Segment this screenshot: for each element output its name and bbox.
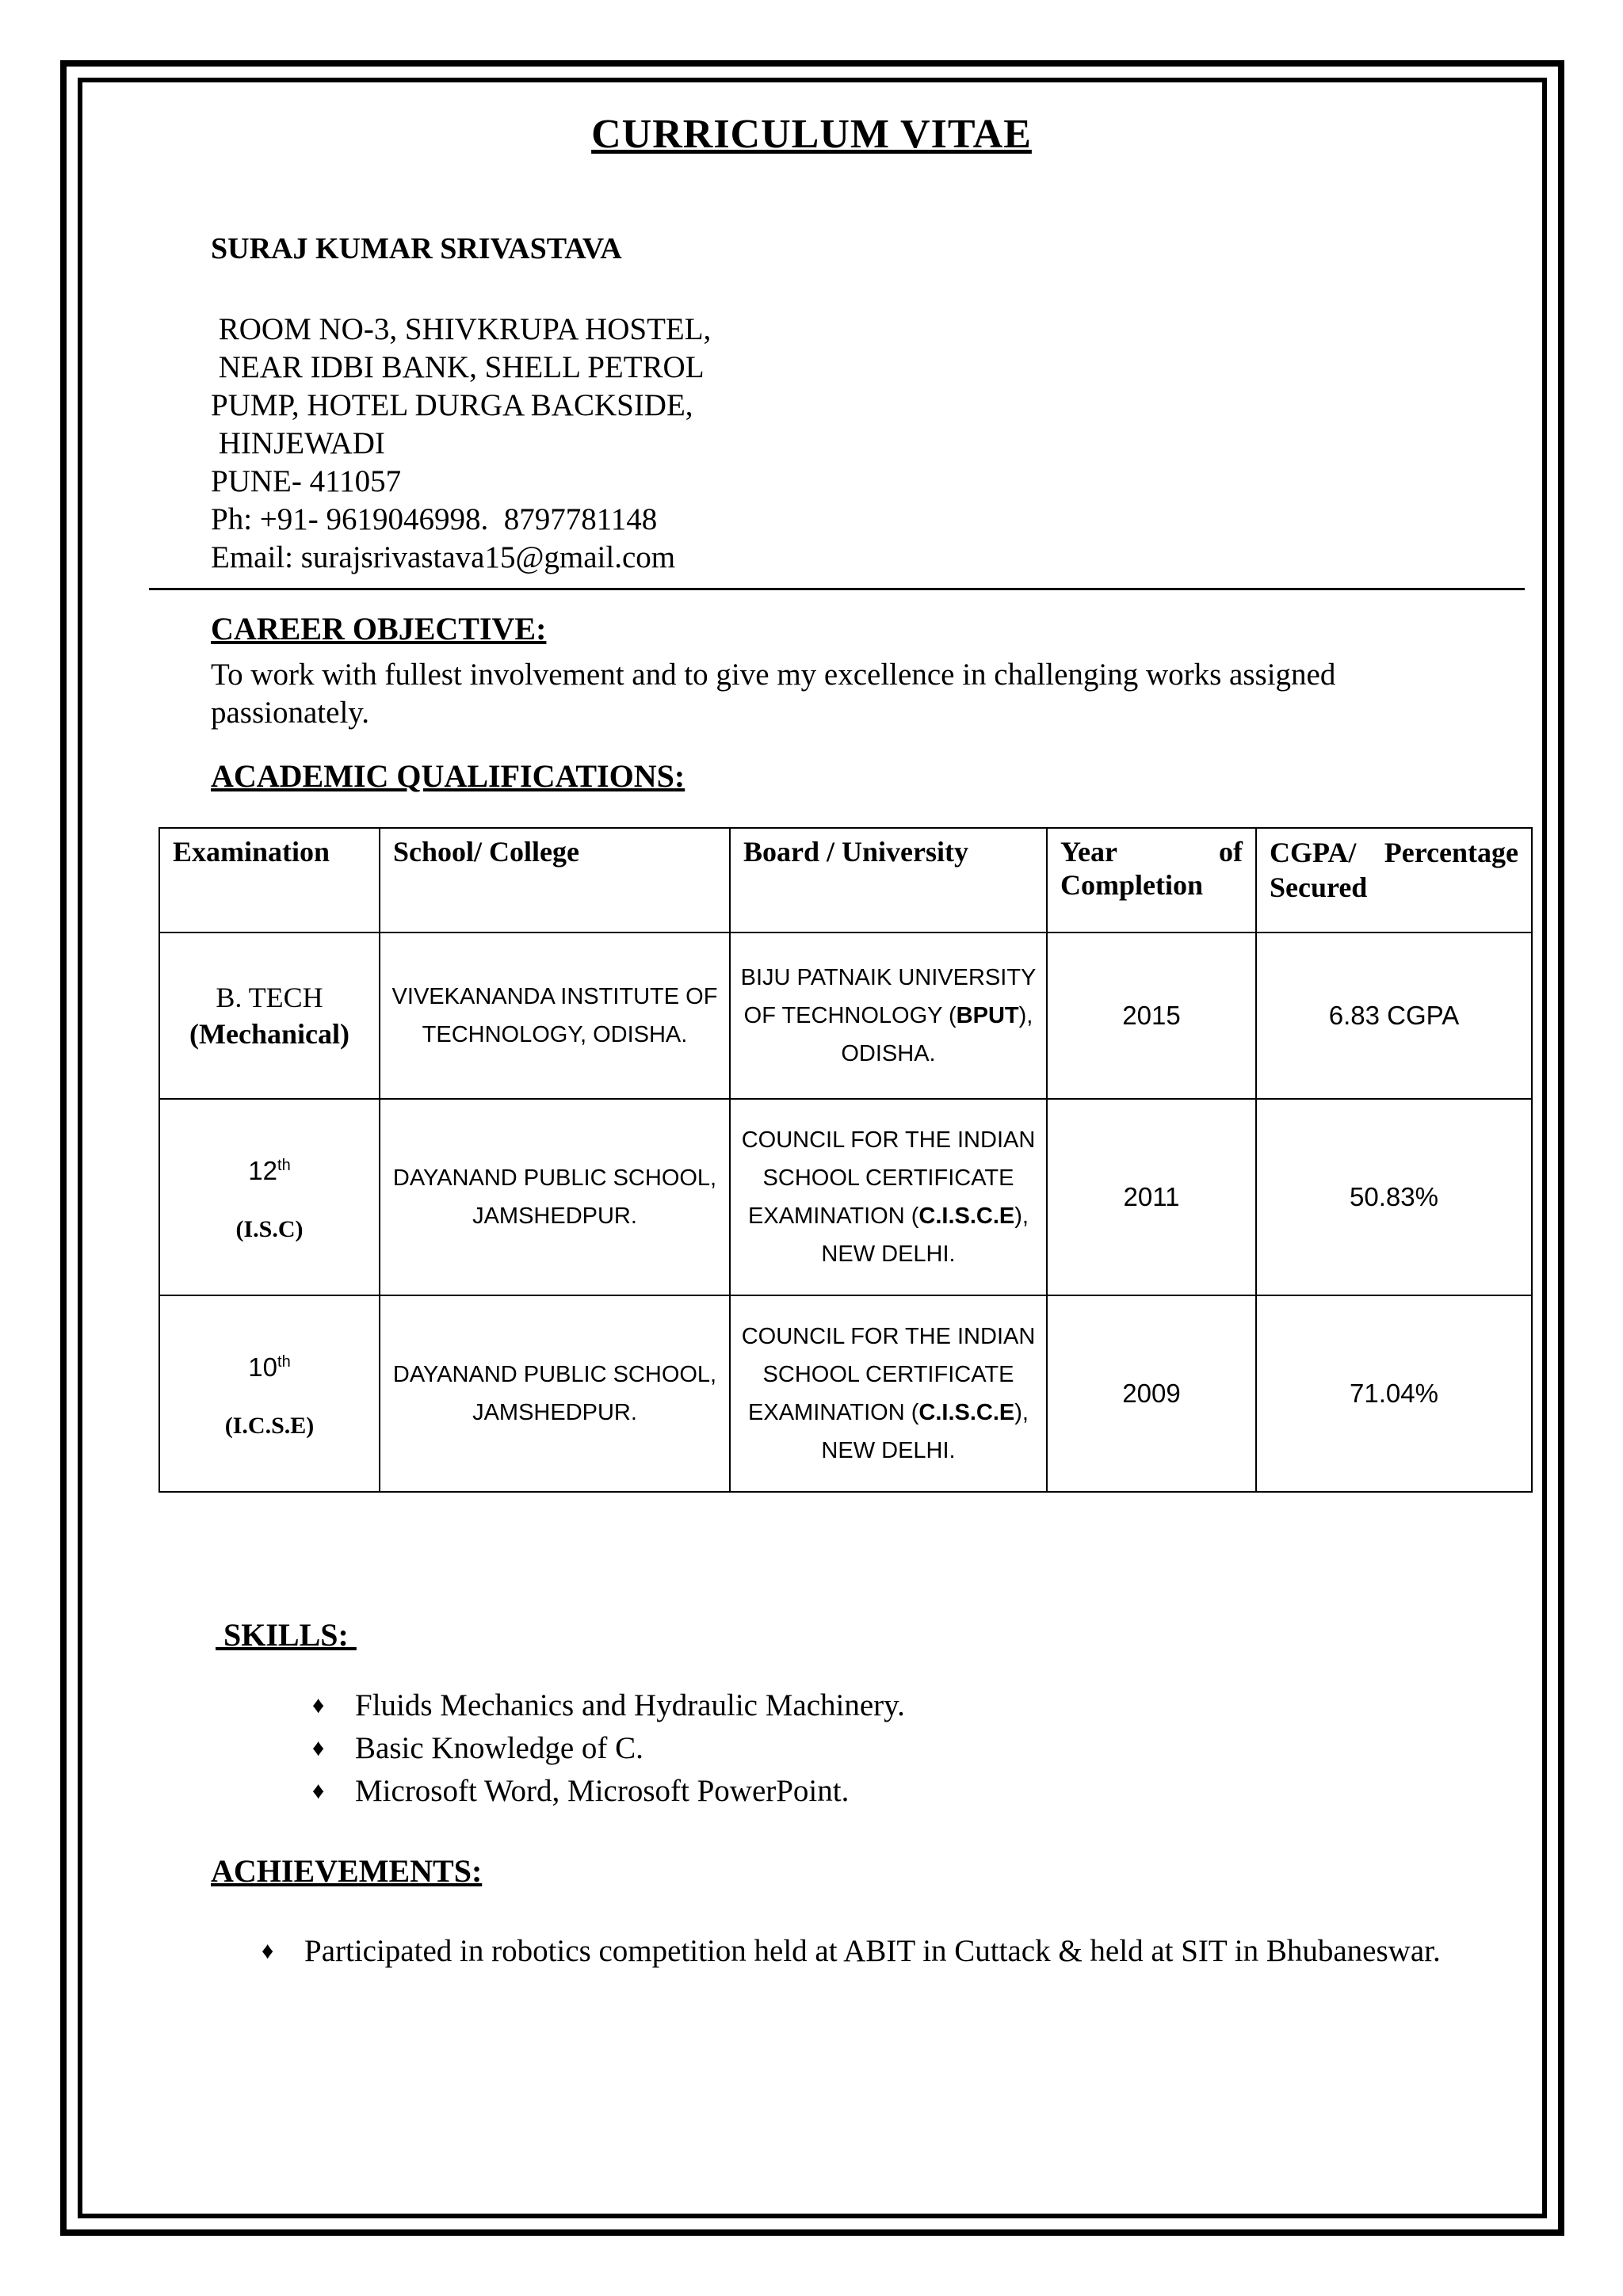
diamond-bullet-icon: ♦ — [312, 1778, 325, 1804]
list-item: ♦ Basic Knowledge of C. — [312, 1727, 905, 1770]
career-objective-text: To work with fullest involvement and to give my excellence in challenging works assigned passionately. — [211, 658, 1336, 730]
header-year: Year of Completion — [1047, 828, 1256, 933]
section-divider — [149, 588, 1525, 590]
school-cell: VIVEKANANDA INSTITUTE OF TECHNOLOGY, ODISHA. — [380, 933, 730, 1099]
diamond-bullet-icon: ♦ — [312, 1735, 325, 1761]
diamond-bullet-icon: ♦ — [262, 1938, 274, 1964]
skills-list — [312, 1684, 905, 1813]
exam-cell: 10th (I.C.S.E) — [159, 1295, 380, 1492]
list-item: ♦ Fluids Mechanics and Hydraulic Machinery. — [312, 1684, 905, 1727]
score-cell: 50.83% — [1256, 1099, 1532, 1295]
table-header-row — [159, 828, 1532, 933]
score-cell: 71.04% — [1256, 1295, 1532, 1492]
list-item: ♦ Microsoft Word, Microsoft PowerPoint. — [312, 1770, 905, 1813]
school-cell: DAYANAND PUBLIC SCHOOL, JAMSHEDPUR. — [380, 1295, 730, 1492]
address-line: NEAR IDBI BANK, SHELL PETROL — [211, 350, 705, 384]
header-cgpa: CGPA/ Percentage Secured — [1256, 828, 1532, 933]
score-cell: 6.83 CGPA — [1256, 933, 1532, 1099]
email-line: Email: surajsrivastava15@gmail.com — [211, 540, 676, 574]
table-row — [159, 1295, 1532, 1492]
address-line: PUNE- 411057 — [211, 464, 402, 498]
header-school: School/ College — [380, 828, 730, 933]
address-line: PUMP, HOTEL DURGA BACKSIDE, — [211, 388, 693, 422]
board-cell: COUNCIL FOR THE INDIAN SCHOOL CERTIFICATE EXAMINATION (C.I.S.C.E), NEW DELHI. — [730, 1295, 1047, 1492]
table-row — [159, 933, 1532, 1099]
year-cell: 2011 — [1047, 1099, 1256, 1295]
achievements-list — [262, 1930, 1450, 1973]
school-cell: DAYANAND PUBLIC SCHOOL, JAMSHEDPUR. — [380, 1099, 730, 1295]
candidate-name: SURAJ KUMAR SRIVASTAVA — [211, 232, 622, 265]
list-item: ♦ Participated in robotics competition held at ABIT in Cuttack & held at SIT in Bhubaneswar. — [262, 1930, 1450, 1973]
year-cell: 2015 — [1047, 933, 1256, 1099]
career-objective-heading: CAREER OBJECTIVE: — [211, 611, 547, 646]
diamond-bullet-icon: ♦ — [312, 1692, 325, 1718]
board-cell: BIJU PATNAIK UNIVERSITY OF TECHNOLOGY (BPUT), ODISHA. — [730, 933, 1047, 1099]
address-line: ROOM NO-3, SHIVKRUPA HOSTEL, — [211, 312, 712, 346]
table-row — [159, 1099, 1532, 1295]
header-examination: Examination — [159, 828, 380, 933]
academic-heading: ACADEMIC QUALIFICATIONS: — [211, 758, 685, 794]
exam-cell: B. TECH (Mechanical) — [159, 933, 380, 1099]
skills-heading: SKILLS: — [216, 1617, 357, 1653]
year-cell: 2009 — [1047, 1295, 1256, 1492]
achievements-heading: ACHIEVEMENTS: — [211, 1853, 483, 1889]
address-line: HINJEWADI — [211, 426, 385, 460]
contact-block — [211, 311, 711, 577]
phone-line: Ph: +91- 9619046998. 8797781148 — [211, 502, 658, 536]
exam-cell: 12th (I.S.C) — [159, 1099, 380, 1295]
academic-table — [158, 827, 1533, 1493]
document-title: CURRICULUM VITAE — [591, 112, 1032, 157]
board-cell: COUNCIL FOR THE INDIAN SCHOOL CERTIFICATE EXAMINATION (C.I.S.C.E), NEW DELHI. — [730, 1099, 1047, 1295]
header-board: Board / University — [730, 828, 1047, 933]
